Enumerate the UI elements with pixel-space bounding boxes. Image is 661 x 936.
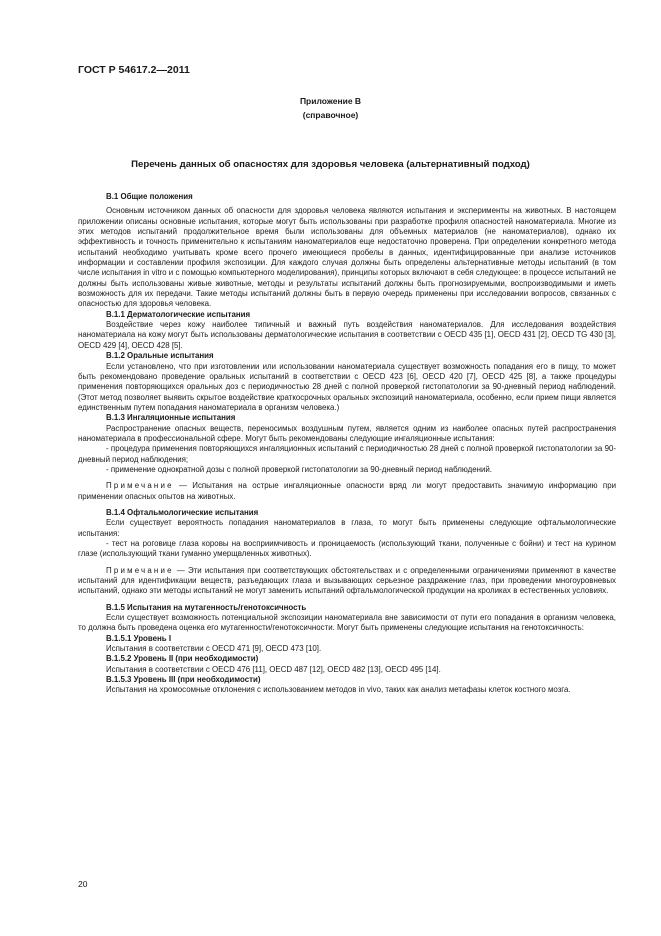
note-label: Примечание — [106, 565, 174, 575]
note — [78, 566, 616, 597]
note-text: — Испытания на острые ингаляционные опасности вряд ли могут предоставить значимую информацию при применении опасных опытов на животных. — [78, 481, 616, 501]
document-body — [78, 192, 616, 696]
document-code-header: ГОСТ Р 54617.2—2011 — [78, 64, 190, 76]
paragraph: Испытания на хромосомные отклонения с использованием методов in vivo, таких как анализ метафазы клеток костного мозга. — [106, 685, 571, 695]
section-heading-b1-4: В.1.4 Офтальмологические испытания — [106, 507, 259, 517]
paragraph: Распространение опасных веществ, переносимых воздушным путем, является одним из наиболее опасных путей распространения наноматериала в профессиональной сфере. Могут быть рекомендованы следующие ингаляционные испытания: — [78, 423, 616, 443]
section-heading-b1-3: В.1.3 Ингаляционные испытания — [106, 413, 236, 423]
list-item: - процедура применения повторяющихся ингаляционных испытаний с периодичностью 28 дней с полной проверкой гистопатологии за 90-дневный период наблюдения; — [78, 444, 616, 464]
section-heading-b1-1: В.1.1 Дерматологические испытания — [106, 309, 251, 319]
subsection-heading-level-3: В.1.5.3 Уровень III (при необходимости) — [106, 675, 261, 685]
paragraph: Если установлено, что при изготовлении или использовании наноматериала существует возможность попадания его в пищу, то может быть рекомендовано проведение оральных испытаний в соответствии с OECD 423 [6], OECD 420 [7], OECD 425 [8], а также процедуры применения повторяющихся оральных доз с периодичностью 28 дней с полной проверкой гистопатологии за 90-дневный период наблюдений. (Этот метод позволяет выявить скрытое воздействие краткосрочных оральных экспозиций наноматериала, особенно, если прием пищи является единственным путем попадания наноматериала в организм человека.) — [78, 361, 616, 412]
paragraph: Воздействие через кожу наиболее типичный и важный путь воздействия наноматериалов. Для исследования воздействия наноматериала на кожу могут быть использованы дерматологические испытания в соответствии с OECD 435 [1], OECD 431 [2], OECD TG 430 [3], OECD 429 [4], OECD 428 [5]. — [78, 320, 616, 350]
annex-subtitle: (справочное) — [302, 110, 359, 120]
list-item: - применение однократной дозы с полной проверкой гистопатологии за 90-дневный период наблюдений. — [106, 464, 492, 474]
subsection-heading-level-1: В.1.5.1 Уровень I — [106, 633, 172, 643]
section-heading-b1-5: В.1.5 Испытания на мутагенность/генотоксичность — [106, 602, 307, 612]
paragraph: Если существует вероятность попадания наноматериалов в глаза, то могут быть применены следующие офтальмологические испытания: — [78, 518, 616, 538]
paragraph: Испытания в соответствии с OECD 471 [9], OECD 473 [10]. — [106, 644, 322, 654]
page-number: 20 — [78, 879, 88, 889]
paragraph: Испытания в соответствии с OECD 476 [11], OECD 487 [12], OECD 482 [13], OECD 495 [14]. — [106, 664, 441, 674]
note-label: Примечание — [106, 481, 174, 491]
list-item: - тест на роговице глаза коровы на восприимчивость и проницаемость (использующий ткани, полученные с бойни) и тест на курином глазе (использующий ткани гуманно умерщвленных животных). — [78, 539, 616, 559]
paragraph: Если существует возможность потенциальной экспозиции наноматериала вне зависимости от пути его попадания в организм человека, то должна быть проведена оценка его мутагенности/генотоксичности. Могут быть применены следующие испытания на генотоксичность: — [78, 613, 616, 633]
note-text: — Эти испытания при соответствующих обстоятельствах и с определенными ограничениями применяют в качестве испытаний для идентификации веществ, разъедающих глаза и вызывающих серьезное раздражение глаз, при проведении многоуровневых испытаний, однако эти методы испытаний не могут заменить испытаний офтальмологической продукции на кроликах в естественных условиях. — [78, 565, 616, 596]
section-heading-b1: В.1 Общие положения — [106, 192, 193, 201]
main-title: Перечень данных об опасностях для здоровья человека (альтернативный подход) — [131, 159, 530, 170]
subsection-heading-level-2: В.1.5.2 Уровень II (при необходимости) — [106, 654, 259, 664]
note — [78, 481, 616, 502]
paragraph: Основным источником данных об опасности для здоровья человека являются испытания и эксперименты на животных. В настоящем приложении описаны основные испытания, которые могут быть использованы при разработке профиля опасностей наноматериала. Многие из этих методов испытаний продолжительное время были использованы для объемных материалов (не наноматериалов), однако их эффективность и точность применительно к испытаниям наноматериалов еще недостаточно проверена. При определении конкретного метода испытаний необходимо учитывать кроме всего прочего имеющиеся пробелы в данных, идентифицированные при анализе источников информации и составлении профиля экспозиции. Для каждого случая должны быть определены альтернативные методы испытаний (в том числе испытания in vitro и с помощью компьютерного моделирования), принципы которых включают в себя следующее: в процессе испытаний не должны быть использованы живые животные, методы и результаты испытаний должны быть прогнозируемыми, воспроизводимыми и иметь возможность для их передачи. Такие методы испытаний должны быть в первую очередь применены при исследовании вопросов, связанных с опасностью для здоровья человека. — [78, 206, 616, 309]
section-heading-b1-2: В.1.2 Оральные испытания — [106, 351, 214, 361]
annex-title: Приложение В — [299, 96, 362, 106]
